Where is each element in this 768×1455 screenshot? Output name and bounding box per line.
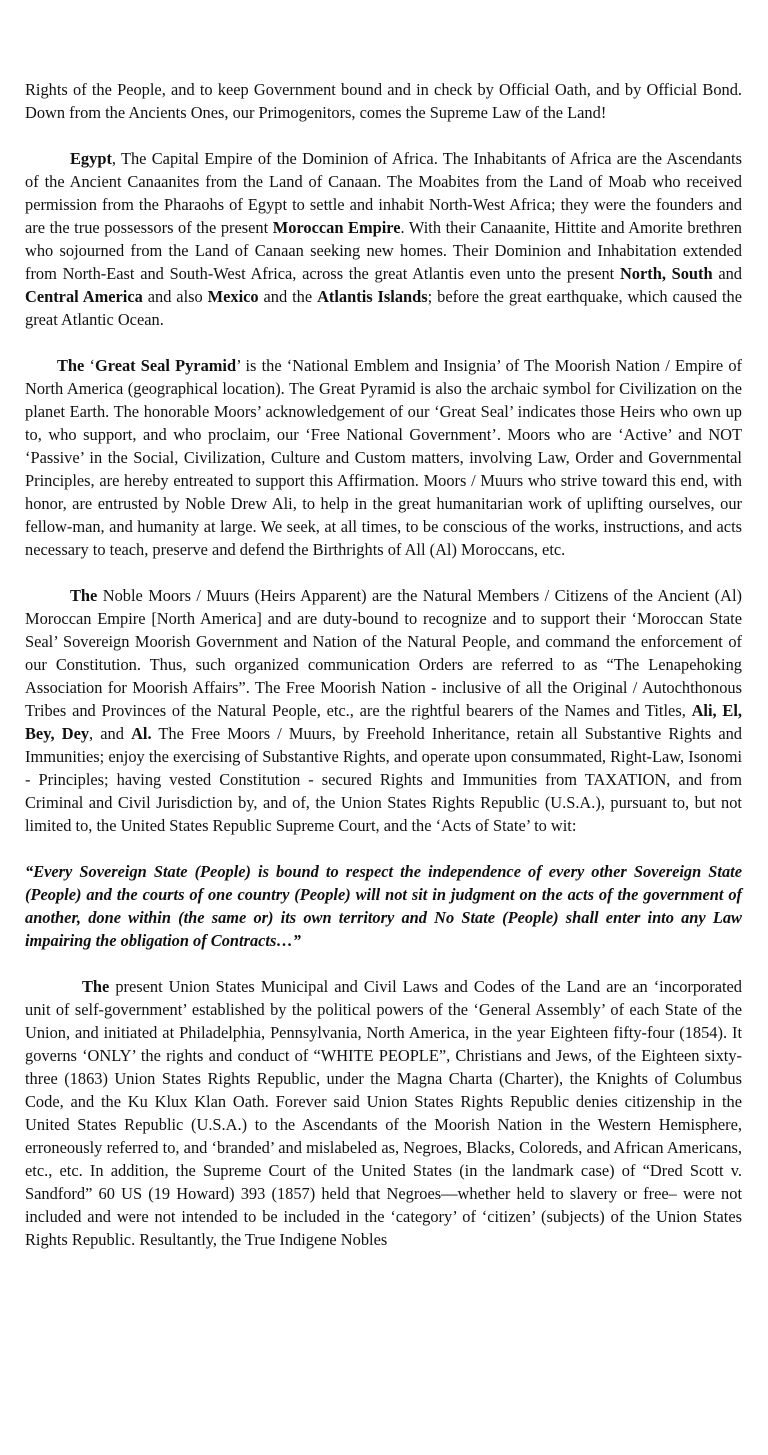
body-text: . With their Canaanite, Hittite and Amorite brethren who sojourned from the Land of Canaan seeking new homes. Their Dominion and Inhabitation extended from North-East and South-West Africa, across the great Atlantis even unto the present	[25, 218, 743, 283]
bold-text: The	[57, 356, 90, 375]
body-text: , and	[89, 724, 132, 743]
great-seal-paragraph	[25, 354, 742, 561]
bold-text: North, South	[619, 264, 713, 283]
body-text: The Free Moors / Muurs, by Freehold Inheritance, retain all Substantive Rights and Immunities; enjoy the exercising of Substantive Rights, and operate upon consummated, Right-Law, Isonomi - Principles; having vested Constitution - secured Rights and Immunities from TAXATION, and from Criminal and Civil Jurisdiction by, and of, the Union States Rights Republic (U.S.A.), pursuant to, but not limited to, the United States Republic Supreme Court, and the ‘Acts of State’ to wit:	[25, 724, 742, 835]
body-text: , The Capital Empire of the Dominion of Africa. The Inhabitants of Africa are the Ascendants of the Ancient Canaanites from the Land of Canaan. The Moabites from the Land of Moab who received permission from the Pharaohs of Egypt to settle and inhabit North-West Africa; they were the founders and are the true possessors of the present	[25, 149, 742, 237]
body-text: Noble Moors / Muurs (Heirs Apparent) are the Natural Members / Citizens of the Ancient (Al) Moroccan Empire [North America] and are duty-bound to recognize and to support their ‘Moroccan State Seal’ Sovereign Moorish Government and Nation of the Natural People, and command the enforcement of our Constitution. Thus, such organized communication Orders are referred to as “The Lenapehoking Association for Moorish Affairs”. The Free Moorish Nation - inclusive of all the Original / Autochthonous Tribes and Provinces of the Natural People, etc., are the rightful bearers of the Names and Titles,	[25, 586, 742, 720]
bold-text: Great Seal Pyramid	[94, 356, 237, 375]
bold-text: Mexico	[207, 287, 259, 306]
bold-text: Al.	[131, 724, 152, 743]
bold-text: Egypt	[70, 149, 112, 168]
bold-text: The	[82, 977, 110, 996]
union-states-paragraph	[25, 975, 742, 1251]
bold-text: Atlantis Islands	[317, 287, 428, 306]
bold-text: Ali, El, Bey, Dey	[25, 701, 742, 743]
bold-text: The	[70, 586, 98, 605]
body-text: and	[712, 264, 742, 283]
body-text: and the	[258, 287, 318, 306]
body-text: and also	[142, 287, 208, 306]
body-text: ‘	[89, 356, 95, 375]
rights-continuation-paragraph	[25, 78, 742, 124]
noble-moors-paragraph	[25, 584, 742, 837]
bold-text: “Every Sovereign State (People) is bound to respect the independence of every other Sovereign State (People) and the courts of one country (People) will not sit in judgment on the acts of the government of another, done within (the same or) its own territory and No State (People) shall enter into any Law impairing the obligation of Contracts…”	[25, 862, 742, 950]
body-text: present Union States Municipal and Civil Laws and Codes of the Land are an ‘incorporated unit of self-government’ established by the political powers of the ‘General Assembly’ of each State of the Union, and initiated at Philadelphia, Pennsylvania, North America, in the year Eighteen fifty-four (1854). It governs ‘ONLY’ the rights and conduct of “WHITE PEOPLE”, Christians and Jews, of the Eighteen sixty-three (1863) Union States Rights Republic, under the Magna Charta (Charter), the Knights of Columbus Code, and the Ku Klux Klan Oath. Forever said Union States Rights Republic denies citizenship in the United States Republic (U.S.A.) to the Ascendants of the Moorish Nation in the Western Hemisphere, erroneously referred to, and ‘branded’ and mislabeled as, Negroes, Blacks, Coloreds, and African Americans, etc., etc. In addition, the Supreme Court of the United States (in the landmark case) of “Dred Scott v. Sandford” 60 US (19 Howard) 393 (1857) held that Negroes—whether held to slavery or free– were not included and were not intended to be included in the ‘category’ of ‘citizen’ (subjects) of the Union States Rights Republic. Resultantly, the True Indigene Nobles	[25, 977, 742, 1249]
egypt-paragraph	[25, 147, 742, 331]
bold-text: Moroccan Empire	[272, 218, 401, 237]
body-text: Rights of the People, and to keep Government bound and in check by Official Oath, and by Official Bond. Down from the Ancients Ones, our Primogenitors, comes the Supreme Law of the Land!	[25, 80, 742, 122]
bold-text: Central America	[25, 287, 143, 306]
body-text: ’ is the ‘National Emblem and Insignia’ of The Moorish Nation / Empire of North America (geographical location). The Great Pyramid is also the archaic symbol for Civilization on the planet Earth. The honorable Moors’ acknowledgement of our ‘Great Seal’ indicates those Heirs who own up to, who support, and who proclaim, our ‘Free National Government’. Moors who are ‘Active’ and NOT ‘Passive’ in the Social, Civilization, Culture and Custom matters, involving Law, Order and Governmental Principles, are hereby entreated to support this Affirmation. Moors / Muurs who strive toward this end, with honor, are entrusted by Noble Drew Ali, to help in the great humanitarian work of uplifting ourselves, our fellow-man, and humanity at large. We seek, at all times, to be conscious of the works, instructions, and acts necessary to teach, preserve and defend the Birthrights of All (Al) Moroccans, etc.	[25, 356, 743, 559]
body-text: ; before the great earthquake, which caused the great Atlantic Ocean.	[25, 287, 742, 329]
acts-of-state-quote	[25, 860, 742, 952]
document-page	[25, 78, 742, 1274]
